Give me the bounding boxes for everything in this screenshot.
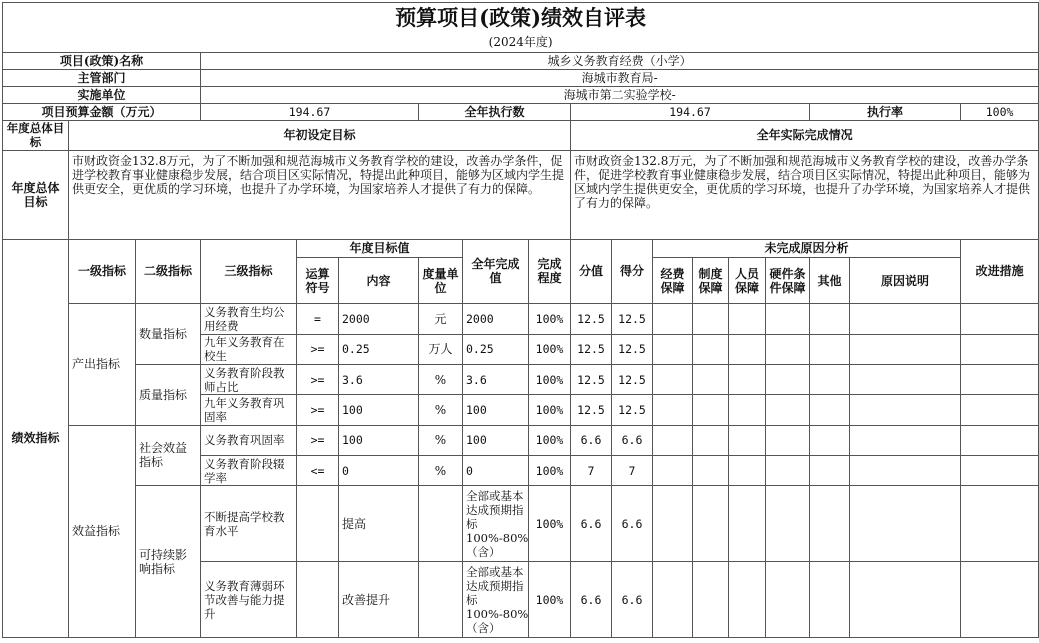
indicator-content: 2000: [339, 304, 419, 334]
budget-value: 194.67: [201, 104, 419, 121]
group-social: 社会效益指标: [136, 425, 201, 486]
indicator-value: 7: [571, 455, 612, 485]
indicator-name: 不断提高学校教育水平: [201, 486, 297, 562]
exec-value: 194.67: [571, 104, 810, 121]
indicator-op: >=: [297, 364, 339, 394]
group-benefit: 效益指标: [69, 425, 136, 637]
indicator-unit: [419, 562, 463, 638]
rate-label: 执行率: [810, 104, 961, 121]
indicator-actual: 3.6: [463, 364, 529, 394]
indicator-name: 九年义务教育巩固率: [201, 395, 297, 425]
page-title: 预算项目(政策)绩效自评表: [3, 3, 1039, 32]
col-r-funding: 经费保障: [653, 257, 693, 304]
col-target-group: 年度目标值: [297, 239, 463, 257]
indicator-actual: 100: [463, 425, 529, 455]
indicator-actual: 100: [463, 395, 529, 425]
indicator-degree: 100%: [529, 562, 571, 638]
col-r-other: 其他: [810, 257, 850, 304]
exec-label: 全年执行数: [419, 104, 571, 121]
indicator-score: 12.5: [612, 395, 653, 425]
group-output: 产出指标: [69, 304, 136, 425]
self-evaluation-table: [2, 2, 1039, 638]
indicator-value: 6.6: [571, 486, 612, 562]
indicator-name: 九年义务教育在校生: [201, 334, 297, 364]
indicator-value: 12.5: [571, 395, 612, 425]
col-improve: 改进措施: [961, 239, 1039, 304]
initial-goal-header: 年初设定目标: [69, 121, 571, 150]
goal-header-label: 年度总体目标: [3, 121, 69, 150]
indicator-actual: 全部或基本达成预期指标100%-80%（含）: [463, 562, 529, 638]
indicator-op: [297, 486, 339, 562]
indicator-content: 100: [339, 425, 419, 455]
indicator-score: 6.6: [612, 486, 653, 562]
indicator-score: 6.6: [612, 425, 653, 455]
indicator-unit: %: [419, 395, 463, 425]
col-r-note: 原因说明: [850, 257, 961, 304]
indicator-content: 100: [339, 395, 419, 425]
indicator-unit: %: [419, 364, 463, 394]
project-name-label: 项目(政策)名称: [3, 52, 201, 69]
indicator-degree: 100%: [529, 395, 571, 425]
rate-value: 100%: [961, 104, 1039, 121]
indicator-op: >=: [297, 395, 339, 425]
indicator-op: >=: [297, 425, 339, 455]
col-score: 得分: [612, 239, 653, 304]
col-full-year: 全年完成值: [463, 239, 529, 304]
indicator-degree: 100%: [529, 334, 571, 364]
indicator-degree: 100%: [529, 364, 571, 394]
indicator-content: 0.25: [339, 334, 419, 364]
indicator-content: 3.6: [339, 364, 419, 394]
indicator-actual: 2000: [463, 304, 529, 334]
indicator-unit: %: [419, 455, 463, 485]
col-r-system: 制度保障: [693, 257, 729, 304]
indicator-degree: 100%: [529, 486, 571, 562]
indicator-actual: 全部或基本达成预期指标100%-80%（含）: [463, 486, 529, 562]
group-sustainable: 可持续影响指标: [136, 486, 201, 638]
indicator-actual: 0: [463, 455, 529, 485]
actual-goal-text: 市财政资金132.8万元，为了不断加强和规范海城市义务教育学校的建设，改善办学条件，促进学校教育事业健康稳步发展，结合项目区实际情况，特提出此种项目，能够为区域内学生提供更安全，更优质的学习环境，也提升了办学环境，为国家培养人才提供了有力的保障。: [571, 150, 1039, 239]
indicator-name: 义务教育阶段辍学率: [201, 455, 297, 485]
perf-section-label: 绩效指标: [3, 239, 69, 637]
indicator-op: >=: [297, 334, 339, 364]
budget-label: 项目预算金额（万元）: [3, 104, 201, 121]
indicator-actual: 0.25: [463, 334, 529, 364]
col-level3: 三级指标: [201, 239, 297, 304]
indicator-unit: [419, 486, 463, 562]
dept-label: 主管部门: [3, 69, 201, 86]
actual-goal-header: 全年实际完成情况: [571, 121, 1039, 150]
col-degree: 完成程度: [529, 239, 571, 304]
indicator-op: <=: [297, 455, 339, 485]
goal-row-label: 年度总体目标: [3, 150, 69, 239]
group-quantity: 数量指标: [136, 304, 201, 365]
indicator-degree: 100%: [529, 304, 571, 334]
indicator-content: 0: [339, 455, 419, 485]
indicator-unit: 元: [419, 304, 463, 334]
col-reason-group: 未完成原因分析: [653, 239, 961, 257]
indicator-unit: %: [419, 425, 463, 455]
dept-value: 海城市教育局-: [201, 69, 1039, 86]
indicator-name: 义务教育生均公用经费: [201, 304, 297, 334]
col-r-personnel: 人员保障: [729, 257, 766, 304]
col-content: 内容: [339, 257, 419, 304]
col-unit: 度量单位: [419, 257, 463, 304]
indicator-name: 义务教育巩固率: [201, 425, 297, 455]
indicator-score: 12.5: [612, 334, 653, 364]
col-r-hardware: 硬件条件保障: [766, 257, 810, 304]
indicator-unit: 万人: [419, 334, 463, 364]
indicator-name: 义务教育阶段教师占比: [201, 364, 297, 394]
indicator-name: 义务教育薄弱环节改善与能力提升: [201, 562, 297, 638]
indicator-score: 7: [612, 455, 653, 485]
group-quality: 质量指标: [136, 364, 201, 425]
report-year: (2024年度): [3, 32, 1039, 52]
indicator-score: 6.6: [612, 562, 653, 638]
indicator-content: 提高: [339, 486, 419, 562]
indicator-value: 12.5: [571, 364, 612, 394]
col-score-value: 分值: [571, 239, 612, 304]
indicator-degree: 100%: [529, 455, 571, 485]
col-level1: 一级指标: [69, 239, 136, 304]
indicator-value: 12.5: [571, 304, 612, 334]
unit-value: 海城市第二实验学校-: [201, 86, 1039, 103]
indicator-op: =: [297, 304, 339, 334]
indicator-score: 12.5: [612, 364, 653, 394]
col-level2: 二级指标: [136, 239, 201, 304]
indicator-degree: 100%: [529, 425, 571, 455]
indicator-score: 12.5: [612, 304, 653, 334]
indicator-value: 6.6: [571, 562, 612, 638]
indicator-op: [297, 562, 339, 638]
indicator-content: 改善提升: [339, 562, 419, 638]
initial-goal-text: 市财政资金132.8万元，为了不断加强和规范海城市义务教育学校的建设，改善办学条件，促进学校教育事业健康稳步发展，结合项目区实际情况，特提出此种项目，能够为区域内学生提供更安全，更优质的学习环境，也提升了办学环境，为国家培养人才提供了有力的保障。: [69, 150, 571, 239]
indicator-value: 12.5: [571, 334, 612, 364]
project-name: 城乡义务教育经费（小学）: [201, 52, 1039, 69]
col-op: 运算符号: [297, 257, 339, 304]
indicator-value: 6.6: [571, 425, 612, 455]
unit-label: 实施单位: [3, 86, 201, 103]
